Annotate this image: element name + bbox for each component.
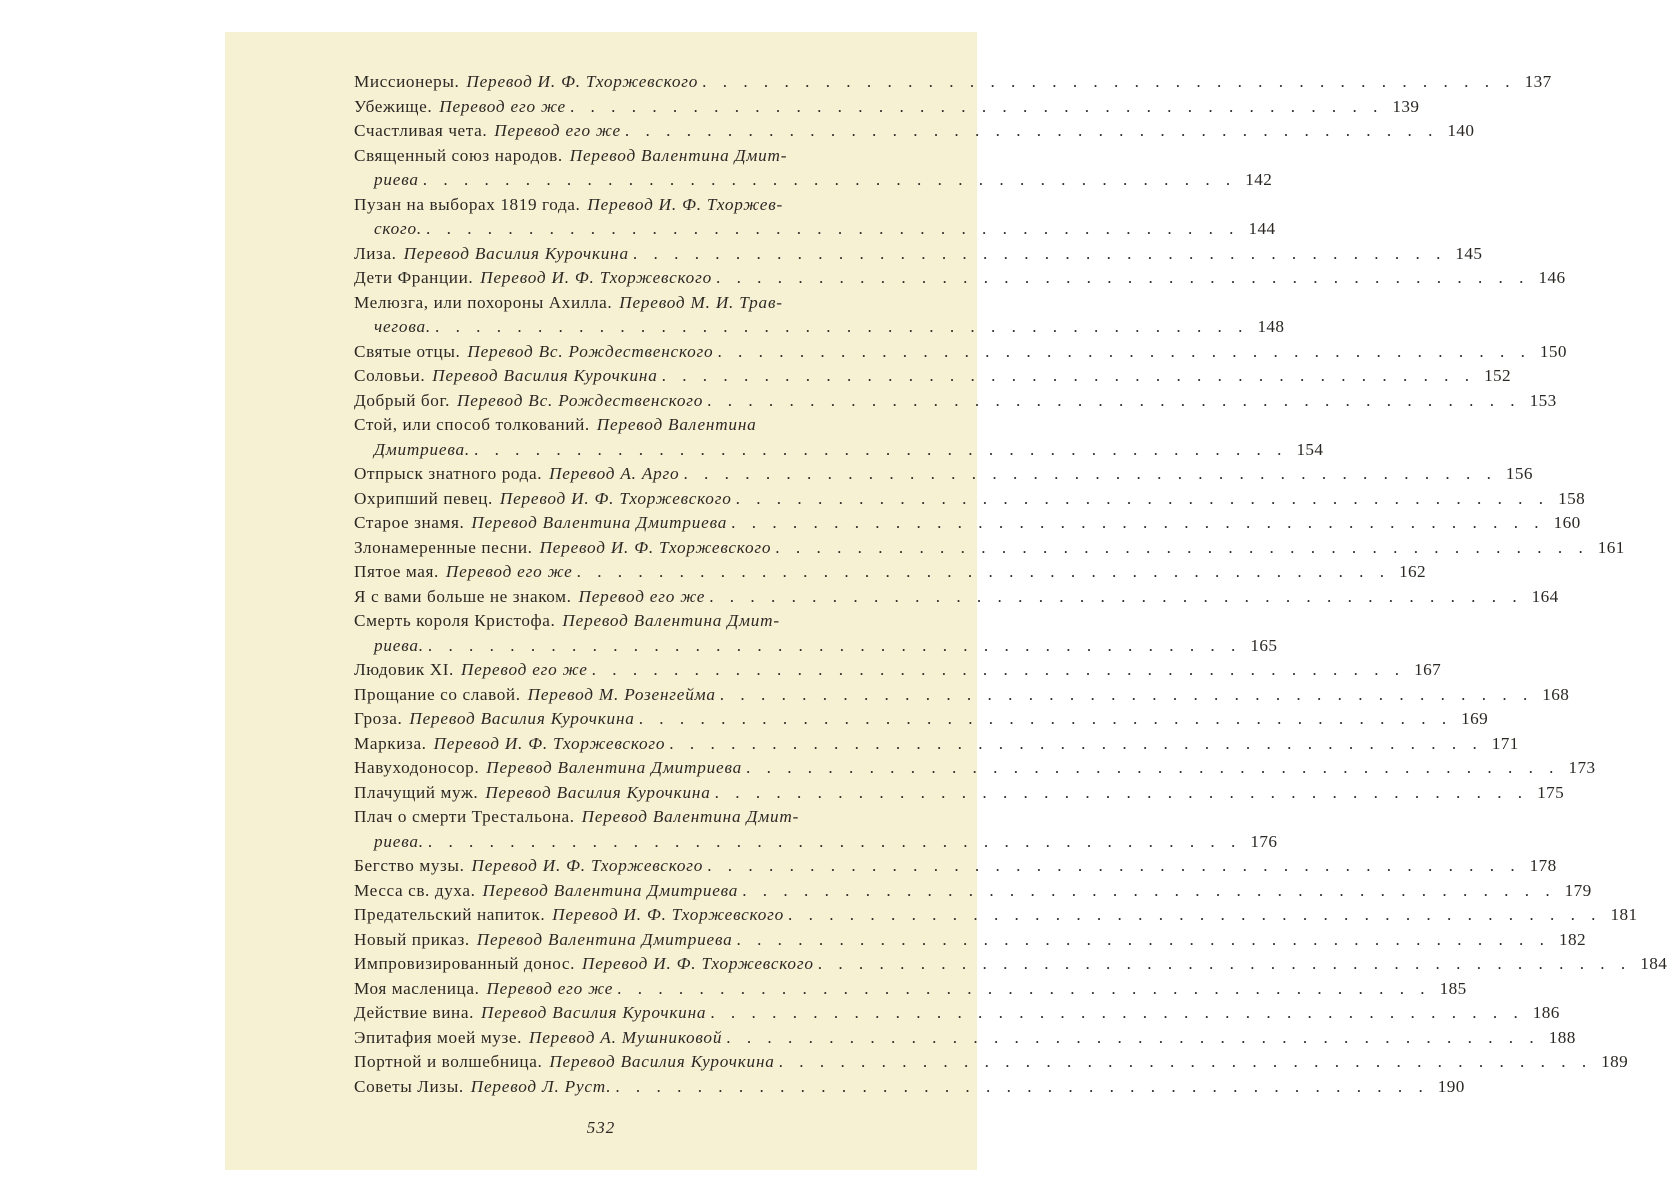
toc-entry <box>354 340 1567 365</box>
dot-leader: . . . . . . . . . . . . . . . . . . . . . . . . . . . . . . . . . . . . . . . . <box>427 831 1242 851</box>
entry-title: Моя масленица. <box>354 978 480 998</box>
entry-title: Соловьи. <box>354 366 426 385</box>
entry-translator: Перевод его же <box>445 562 573 581</box>
entry-title: Действие вина. <box>354 1003 474 1022</box>
dot-leader: . . . . . . . . . . . . . . . . . . . . . . . . . . . . . . . . . . . . . . . . <box>726 1027 1540 1047</box>
toc-entry <box>354 658 1442 683</box>
entry-translator: Перевод Л. Руст. <box>470 1076 612 1096</box>
toc-entry <box>354 119 1475 144</box>
entry-page: 144 <box>1248 219 1276 238</box>
toc-entry <box>354 805 925 830</box>
entry-title: Навуходоносор. <box>354 758 480 777</box>
entry-page: 179 <box>1564 880 1592 900</box>
entry-page: 146 <box>1538 268 1566 287</box>
entry-title: Импровизированный донос. <box>354 954 576 973</box>
entry-title: Бегство музы. <box>354 856 465 875</box>
dot-leader: . . . . . . . . . . . . . . . . . . . . . . . . . . . . . . . . . . . . . . . . <box>707 856 1521 875</box>
entry-title: Эпитафия моей музе. <box>354 1027 523 1047</box>
entry-translator: Перевод Валентина Дмитриева <box>471 513 728 532</box>
dot-leader: . . . . . . . . . . . . . . . . . . . . . . . . . . . . . . . . . . . . . . . . <box>617 978 1431 998</box>
entry-title: Месса св. духа. <box>354 880 476 900</box>
entry-translator: Перевод Валентина Дмит- <box>581 807 800 826</box>
entry-translator-continuation: риева <box>374 170 419 189</box>
toc-entry <box>354 511 1581 536</box>
entry-translator: Перевод М. И. Трав- <box>619 292 783 312</box>
entry-translator: Перевод И. Ф. Тхоржевского <box>480 268 712 287</box>
entry-translator-continuation: Дмитриева. <box>374 439 470 459</box>
entry-page: 152 <box>1484 366 1512 385</box>
dot-leader: . . . . . . . . . . . . . . . . . . . . . . . . . . . . . . . . . . . . . . . . <box>422 170 1237 189</box>
entry-title: Портной и волшебница. <box>354 1052 543 1071</box>
toc-entry <box>354 560 1427 585</box>
toc-entry <box>354 389 1557 414</box>
dot-leader: . . . . . . . . . . . . . . . . . . . . . . . . . . . . . . . . . . . . . . . . <box>746 758 1560 777</box>
toc-entry <box>354 977 1467 1002</box>
entry-translator: Перевод Валентина Дмитриева <box>486 758 742 777</box>
entry-page: 162 <box>1399 562 1427 581</box>
toc-entry <box>354 413 925 438</box>
dot-leader: . . . . . . . . . . . . . . . . . . . . . . . . . . . . . . . . . . . . . . . . <box>591 660 1406 679</box>
dot-leader: . . . . . . . . . . . . . . . . . . . . . . . . . . . . . . . . . . . . . . . . <box>736 929 1550 949</box>
entry-page: 165 <box>1250 635 1278 655</box>
toc-entry <box>354 732 1519 757</box>
dot-leader: . . . . . . . . . . . . . . . . . . . . . . . . . . . . . . . . . . . . . . . . <box>717 341 1531 361</box>
entry-page: 176 <box>1250 831 1278 851</box>
entry-page: 154 <box>1296 439 1324 459</box>
toc-entry <box>354 781 1565 806</box>
dot-leader: . . . . . . . . . . . . . . . . . . . . . . . . . . . . . . . . . . . . . . . . <box>702 72 1516 91</box>
entry-page: 148 <box>1257 317 1285 336</box>
toc-entry <box>354 707 1489 732</box>
entry-page: 160 <box>1553 513 1581 532</box>
entry-title: Плач о смерти Трестальона. <box>354 807 575 826</box>
entry-title: Предательский напиток. <box>354 905 546 924</box>
entry-title: Прощание со славой. <box>354 684 521 704</box>
entry-translator-continuation: риева. <box>374 635 424 655</box>
entry-page: 156 <box>1505 464 1533 483</box>
toc-entry-continuation <box>354 830 1278 855</box>
entry-page: 140 <box>1447 121 1475 140</box>
entry-title: Лиза. <box>354 243 397 263</box>
entry-title: Охрипший певец. <box>354 488 493 508</box>
entry-page: 164 <box>1531 586 1559 606</box>
entry-translator: Перевод Василия Курочкина <box>409 709 635 728</box>
dot-leader: . . . . . . . . . . . . . . . . . . . . . . . . . . . . . . . . . . . . . . . . <box>707 390 1521 410</box>
entry-translator: Перевод Валентина Дмитриева <box>476 929 733 949</box>
toc-entry <box>354 291 925 316</box>
entry-title: Злонамеренные песни. <box>354 537 533 557</box>
dot-leader: . . . . . . . . . . . . . . . . . . . . . . . . . . . . . . . . . . . . . . . . <box>742 880 1556 900</box>
dot-leader: . . . . . . . . . . . . . . . . . . . . . . . . . . . . . . . . . . . . . . . . <box>669 733 1483 753</box>
book-page <box>225 32 1667 1170</box>
entry-page: 181 <box>1610 905 1638 924</box>
toc-entry-continuation <box>354 315 1285 340</box>
toc-entry-continuation <box>354 438 1324 463</box>
toc-entry <box>354 609 925 634</box>
entry-page: 139 <box>1392 96 1420 116</box>
toc-entry <box>354 95 1420 120</box>
toc-entry-continuation <box>354 168 1273 193</box>
entry-title: Маркиза. <box>354 733 427 753</box>
entry-page: 185 <box>1439 978 1467 998</box>
entry-translator: Перевод Вс. Рождественского <box>457 390 704 410</box>
table-of-contents <box>354 70 1667 1099</box>
entry-translator: Перевод М. Розенгейма <box>527 684 716 704</box>
dot-leader: . . . . . . . . . . . . . . . . . . . . . . . . . . . . . . . . . . . . . . . . <box>661 366 1476 385</box>
entry-page: 161 <box>1597 537 1625 557</box>
entry-title: Счастливая чета. <box>354 121 488 140</box>
toc-entry <box>354 364 1512 389</box>
entry-page: 153 <box>1529 390 1557 410</box>
entry-translator: Перевод его же <box>578 586 706 606</box>
entry-page: 178 <box>1529 856 1557 875</box>
entry-title: Святые отцы. <box>354 341 461 361</box>
entry-page: 175 <box>1537 782 1565 802</box>
dot-leader: . . . . . . . . . . . . . . . . . . . . . . . . . . . . . . . . . . . . . . . . <box>569 96 1384 116</box>
entry-translator: Перевод Вс. Рождественского <box>467 341 714 361</box>
toc-entry <box>354 266 1566 291</box>
toc-entry <box>354 242 1483 267</box>
toc-entry-continuation <box>354 217 1276 242</box>
toc-entry <box>354 536 1625 561</box>
entry-translator: Перевод Валентина <box>596 415 757 434</box>
toc-entry <box>354 462 1533 487</box>
dot-leader: . . . . . . . . . . . . . . . . . . . . . . . . . . . . . . . . . . . . . . . . <box>638 709 1453 728</box>
entry-title: Добрый бог. <box>354 390 451 410</box>
dot-leader: . . . . . . . . . . . . . . . . . . . . . . . . . . . . . . . . . . . . . . . . <box>817 954 1632 973</box>
entry-page: 186 <box>1532 1003 1560 1022</box>
toc-entry <box>354 879 1592 904</box>
entry-translator-continuation: риева. <box>374 831 424 851</box>
entry-translator: Перевод И. Ф. Тхоржевского <box>466 72 699 91</box>
toc-entry <box>354 1026 1576 1051</box>
entry-page: 158 <box>1558 488 1586 508</box>
dot-leader: . . . . . . . . . . . . . . . . . . . . . . . . . . . . . . . . . . . . . . . . <box>426 219 1240 238</box>
entry-title: Мелюзга, или похороны Ахилла. <box>354 292 613 312</box>
toc-entry <box>354 928 1586 953</box>
entry-translator: Перевод И. Ф. Тхоржев- <box>587 194 783 214</box>
entry-page: 188 <box>1548 1027 1576 1047</box>
entry-title: Отпрыск знатного рода. <box>354 464 543 483</box>
entry-page: 184 <box>1640 954 1667 973</box>
entry-translator: Перевод Василия Курочкина <box>403 243 629 263</box>
entry-page: 182 <box>1558 929 1586 949</box>
entry-translator: Перевод Василия Курочкина <box>549 1052 775 1071</box>
toc-entry <box>354 585 1559 610</box>
entry-translator: Перевод Василия Курочкина <box>485 782 711 802</box>
entry-translator-continuation: ского. <box>374 219 423 238</box>
entry-translator: Перевод И. Ф. Тхоржевского <box>471 856 704 875</box>
entry-translator: Перевод И. Ф. Тхоржевского <box>552 905 785 924</box>
entry-translator: Перевод Валентина Дмитриева <box>482 880 739 900</box>
dot-leader: . . . . . . . . . . . . . . . . . . . . . . . . . . . . . . . . . . . . . . . . <box>683 464 1497 483</box>
entry-title: Дети Франции. <box>354 268 474 287</box>
entry-title: Пузан на выборах 1819 года. <box>354 194 581 214</box>
entry-translator: Перевод Валентина Дмит- <box>562 611 780 630</box>
entry-translator: Перевод Василия Курочкина <box>432 366 658 385</box>
entry-title: Советы Лизы. <box>354 1076 464 1096</box>
toc-entry <box>354 756 1596 781</box>
toc-entry <box>354 854 1557 879</box>
toc-entry <box>354 683 1570 708</box>
entry-page: 167 <box>1414 660 1442 679</box>
entry-page: 142 <box>1245 170 1273 189</box>
entry-title: Стой, или способ толкований. <box>354 415 590 434</box>
entry-translator: Перевод его же <box>494 121 621 140</box>
toc-entry <box>354 70 1552 95</box>
entry-translator: Перевод его же <box>439 96 566 116</box>
entry-page: 190 <box>1437 1076 1465 1096</box>
dot-leader: . . . . . . . . . . . . . . . . . . . . . . . . . . . . . . . . . . . . . . . . <box>775 537 1589 557</box>
toc-entry <box>354 144 925 169</box>
dot-leader: . . . . . . . . . . . . . . . . . . . . . . . . . . . . . . . . . . . . . . . . <box>710 1003 1524 1022</box>
dot-leader: . . . . . . . . . . . . . . . . . . . . . . . . . . . . . . . . . . . . . . . . <box>576 562 1391 581</box>
entry-translator: Перевод И. Ф. Тхоржевского <box>499 488 732 508</box>
dot-leader: . . . . . . . . . . . . . . . . . . . . . . . . . . . . . . . . . . . . . . . . <box>615 1076 1429 1096</box>
dot-leader: . . . . . . . . . . . . . . . . . . . . . . . . . . . . . . . . . . . . . . . . <box>719 684 1534 704</box>
entry-translator: Перевод Валентина Дмит- <box>569 145 788 165</box>
entry-page: 137 <box>1524 72 1552 91</box>
entry-title: Я с вами больше не знаком. <box>354 586 572 606</box>
entry-page: 171 <box>1491 733 1519 753</box>
toc-entry <box>354 952 1667 977</box>
entry-title: Старое знамя. <box>354 513 465 532</box>
entry-translator: Перевод Василия Курочкина <box>480 1003 707 1022</box>
page-number: 532 <box>586 1118 616 1137</box>
dot-leader: . . . . . . . . . . . . . . . . . . . . . . . . . . . . . . . . . . . . . . . . <box>735 488 1550 508</box>
dot-leader: . . . . . . . . . . . . . . . . . . . . . . . . . . . . . . . . . . . . . . . . <box>709 586 1523 606</box>
entry-title: Новый приказ. <box>354 929 470 949</box>
toc-entry <box>354 487 1586 512</box>
entry-title: Миссионеры. <box>354 72 460 91</box>
dot-leader: . . . . . . . . . . . . . . . . . . . . . . . . . . . . . . . . . . . . . . . . <box>778 1052 1593 1071</box>
toc-entry <box>354 1001 1560 1026</box>
entry-translator: Перевод И. Ф. Тхоржевского <box>539 537 772 557</box>
dot-leader: . . . . . . . . . . . . . . . . . . . . . . . . . . . . . . . . . . . . . . . . <box>714 782 1529 802</box>
entry-title: Людовик XI. <box>354 660 454 679</box>
entry-title: Убежище. <box>354 96 433 116</box>
entry-page: 150 <box>1539 341 1567 361</box>
entry-page: 169 <box>1461 709 1489 728</box>
entry-translator-continuation: чегова. <box>374 317 431 336</box>
dot-leader: . . . . . . . . . . . . . . . . . . . . . . . . . . . . . . . . . . . . . . . . <box>632 243 1447 263</box>
entry-translator: Перевод И. Ф. Тхоржевского <box>582 954 814 973</box>
dot-leader: . . . . . . . . . . . . . . . . . . . . . . . . . . . . . . . . . . . . . . . . <box>624 121 1439 140</box>
entry-page: 168 <box>1542 684 1570 704</box>
toc-entry <box>354 1050 1629 1075</box>
dot-leader: . . . . . . . . . . . . . . . . . . . . . . . . . . . . . . . . . . . . . . . . <box>473 439 1288 459</box>
entry-translator: Перевод его же <box>486 978 614 998</box>
entry-page: 145 <box>1455 243 1483 263</box>
dot-leader: . . . . . . . . . . . . . . . . . . . . . . . . . . . . . . . . . . . . . . . . <box>731 513 1545 532</box>
entry-translator: Перевод И. Ф. Тхоржевского <box>433 733 666 753</box>
entry-page: 189 <box>1601 1052 1629 1071</box>
toc-entry <box>354 193 925 218</box>
entry-translator: Перевод его же <box>460 660 588 679</box>
dot-leader: . . . . . . . . . . . . . . . . . . . . . . . . . . . . . . . . . . . . . . . . <box>434 317 1249 336</box>
toc-entry <box>354 1075 1465 1100</box>
entry-title: Пятое мая. <box>354 562 439 581</box>
dot-leader: . . . . . . . . . . . . . . . . . . . . . . . . . . . . . . . . . . . . . . . . <box>788 905 1602 924</box>
entry-page: 173 <box>1568 758 1596 777</box>
dot-leader: . . . . . . . . . . . . . . . . . . . . . . . . . . . . . . . . . . . . . . . . <box>715 268 1530 287</box>
toc-entry <box>354 903 1638 928</box>
dot-leader: . . . . . . . . . . . . . . . . . . . . . . . . . . . . . . . . . . . . . . . . <box>427 635 1242 655</box>
entry-title: Плачущий муж. <box>354 782 479 802</box>
entry-translator: Перевод А. Мушниковой <box>529 1027 723 1047</box>
entry-title: Смерть короля Кристофа. <box>354 611 556 630</box>
toc-entry-continuation <box>354 634 1278 659</box>
entry-translator: Перевод А. Арго <box>549 464 680 483</box>
entry-title: Гроза. <box>354 709 403 728</box>
entry-title: Священный союз народов. <box>354 145 563 165</box>
